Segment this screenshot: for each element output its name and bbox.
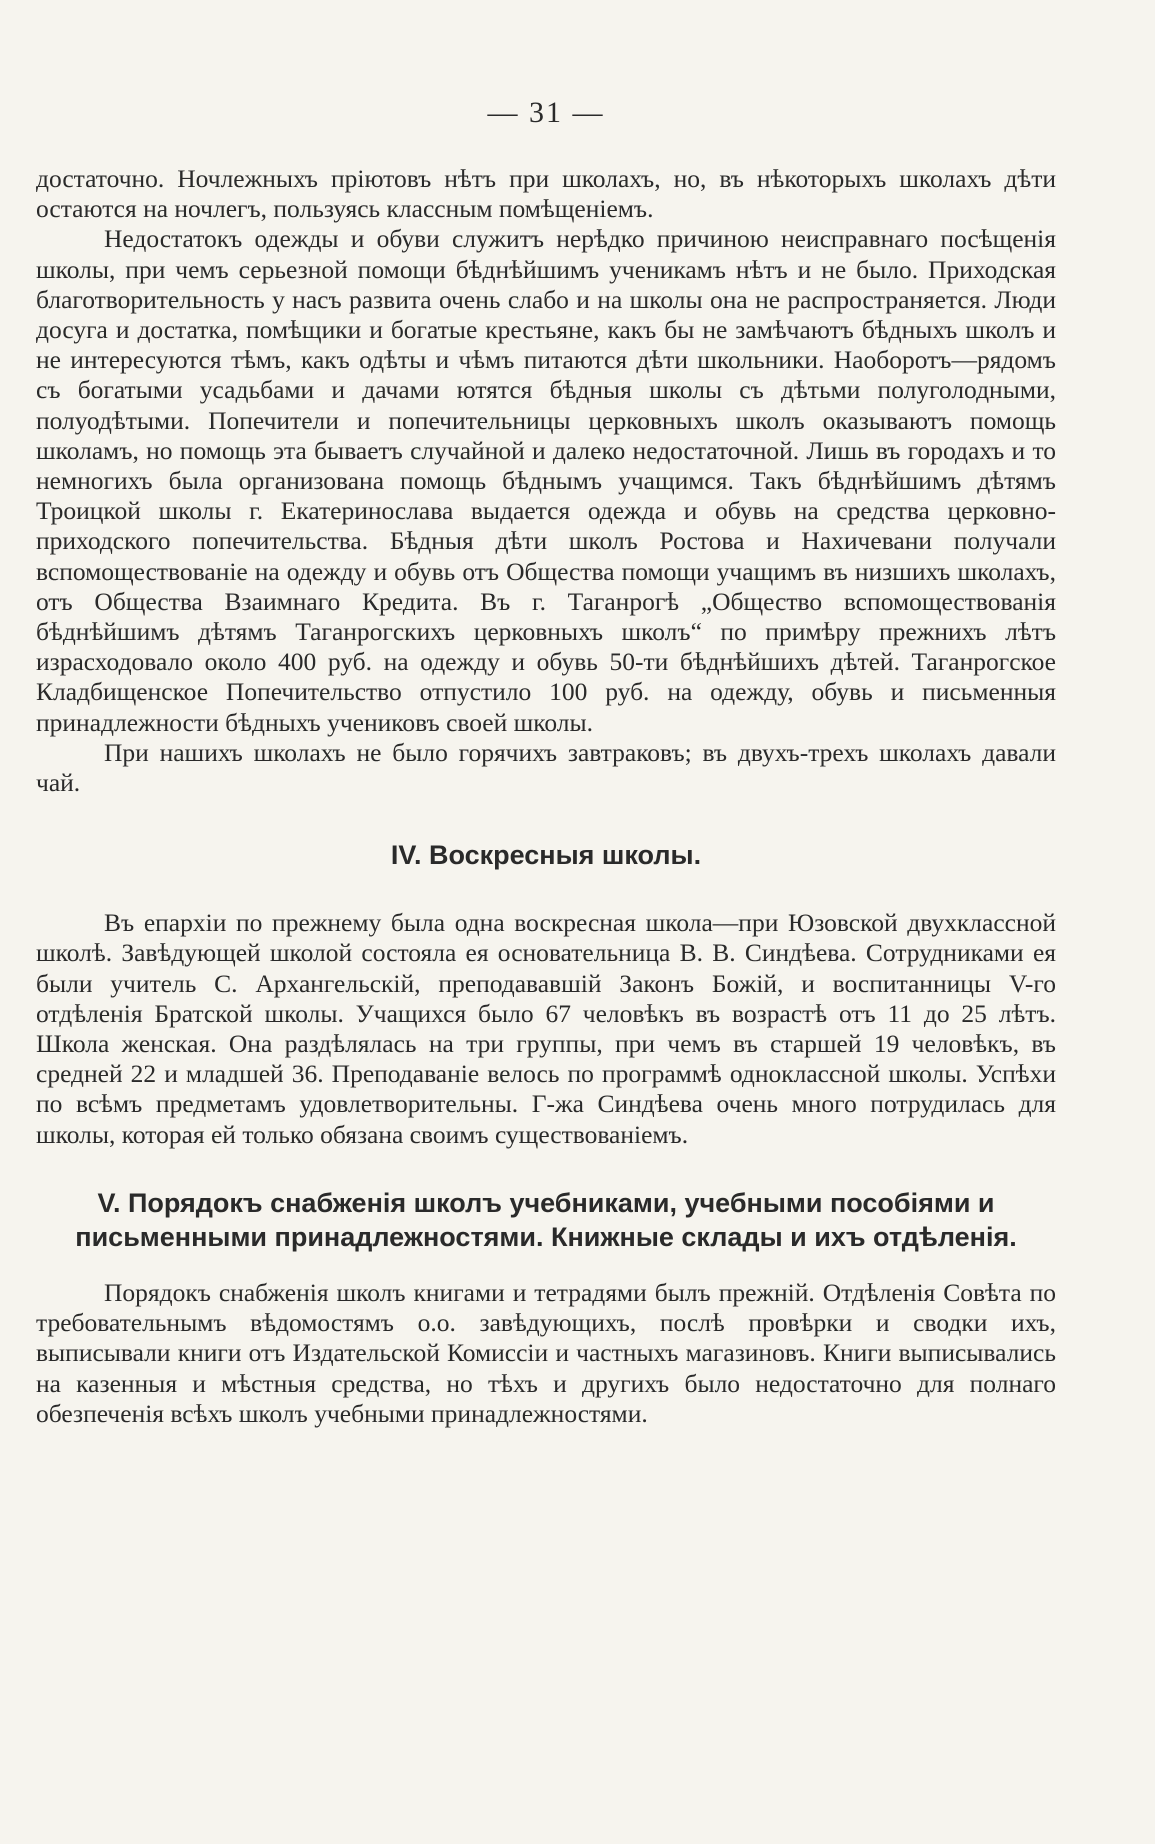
section-v-heading: V. Порядокъ снабженія школъ учебниками, учебными пособіями и письменными принадлежностями. Книжные склады и ихъ отдѣленія. xyxy=(75,1187,1017,1252)
paragraph-breakfasts: При нашихъ школахъ не было горячихъ завтраковъ; въ двухъ-трехъ школахъ давали чай. xyxy=(36,737,1056,798)
section-v-paragraph: Порядокъ снабженія школъ книгами и тетрадями былъ прежній. Отдѣленія Совѣта по требовательнымъ вѣдомостямъ о.о. завѣдующихъ, послѣ провѣрки и сводки ихъ, выписывали книги отъ Издательской Комиссіи и частныхъ магазиновъ. Книги выписывались на казенныя и мѣстныя средства, но тѣхъ и другихъ было недостаточно для полнаго обезпеченія всѣхъ школъ учебными принадлежностями. xyxy=(36,1277,1056,1428)
document-page xyxy=(36,96,1056,1429)
paragraph-clothing-aid: Недостатокъ одежды и обуви служитъ нерѣдко причиною неисправнаго посѣщенія школы, при чемъ серьезной помощи бѣднѣйшимъ ученикамъ нѣтъ и не было. Приходская благотворительность у насъ развита очень слабо и на школы она не распространяется. Люди досуга и достатка, помѣщики и богатые крестьяне, какъ бы не замѣчаютъ бѣдныхъ школъ и не интересуются тѣмъ, какъ одѣты и чѣмъ питаются дѣти школьники. Наоборотъ—рядомъ съ богатыми усадьбами и дачами ютятся бѣдныя школы съ дѣтьми полуголодными, полуодѣтыми. Попечители и попечительницы церковныхъ школъ оказываютъ помощь школамъ, но помощь эта бываетъ случайной и далеко недостаточной. Лишь въ городахъ и то немногихъ была организована помощь бѣднымъ учащимся. Такъ бѣднѣйшимъ дѣтямъ Троицкой школы г. Екатеринослава выдается одежда и обувь на средства церковно-приходского попечительства. Бѣдныя дѣти школъ Ростова и Нахичевани получали вспомоществованіе на одежду и обувь отъ Общества помощи учащимъ въ низшихъ школахъ, отъ Общества Взаимнаго Кредита. Въ г. Таганрогѣ „Общество вспомоществованія бѣднѣйшимъ дѣтямъ Таганрогскихъ церковныхъ школъ“ по примѣру прежнихъ лѣтъ израсходовало около 400 руб. на одежду и обувь 50-ти бѣднѣйшихъ дѣтей. Таганрогское Кладбищенское Попечительство отпустило 100 руб. на одежду, обувь и письменныя принадлежности бѣдныхъ учениковъ своей школы. xyxy=(36,224,1056,737)
page-number: — 31 — xyxy=(487,96,605,129)
section-iv-paragraph: Въ епархіи по прежнему была одна воскресная школа—при Юзовской двухклассной школѣ. Завѣдующей школой состояла ея основательница В. В. Синдѣева. Сотрудниками ея были учитель С. Архангельскій, преподававшій Законъ Божій, и воспитанницы V-го отдѣленія Братской школы. Учащихся было 67 человѣкъ въ возрастѣ отъ 11 до 25 лѣтъ. Школа женская. Она раздѣлялась на три группы, при чемъ въ старшей 19 человѣкъ, въ средней 22 и младшей 36. Преподаваніе велось по программѣ одноклассной школы. Успѣхи по всѣмъ предметамъ удовлетворительны. Г-жа Синдѣева очень много потрудилась для школы, которая ей только обязана своимъ существованіемъ. xyxy=(36,908,1056,1149)
section-iv-heading: IV. Воскресныя школы. xyxy=(390,840,702,871)
paragraph-continuation: достаточно. Ночлежныхъ пріютовъ нѣтъ при школахъ, но, въ нѣкоторыхъ школахъ дѣти остаются на ночлегъ, пользуясь классным помѣщеніемъ. xyxy=(36,164,1056,224)
